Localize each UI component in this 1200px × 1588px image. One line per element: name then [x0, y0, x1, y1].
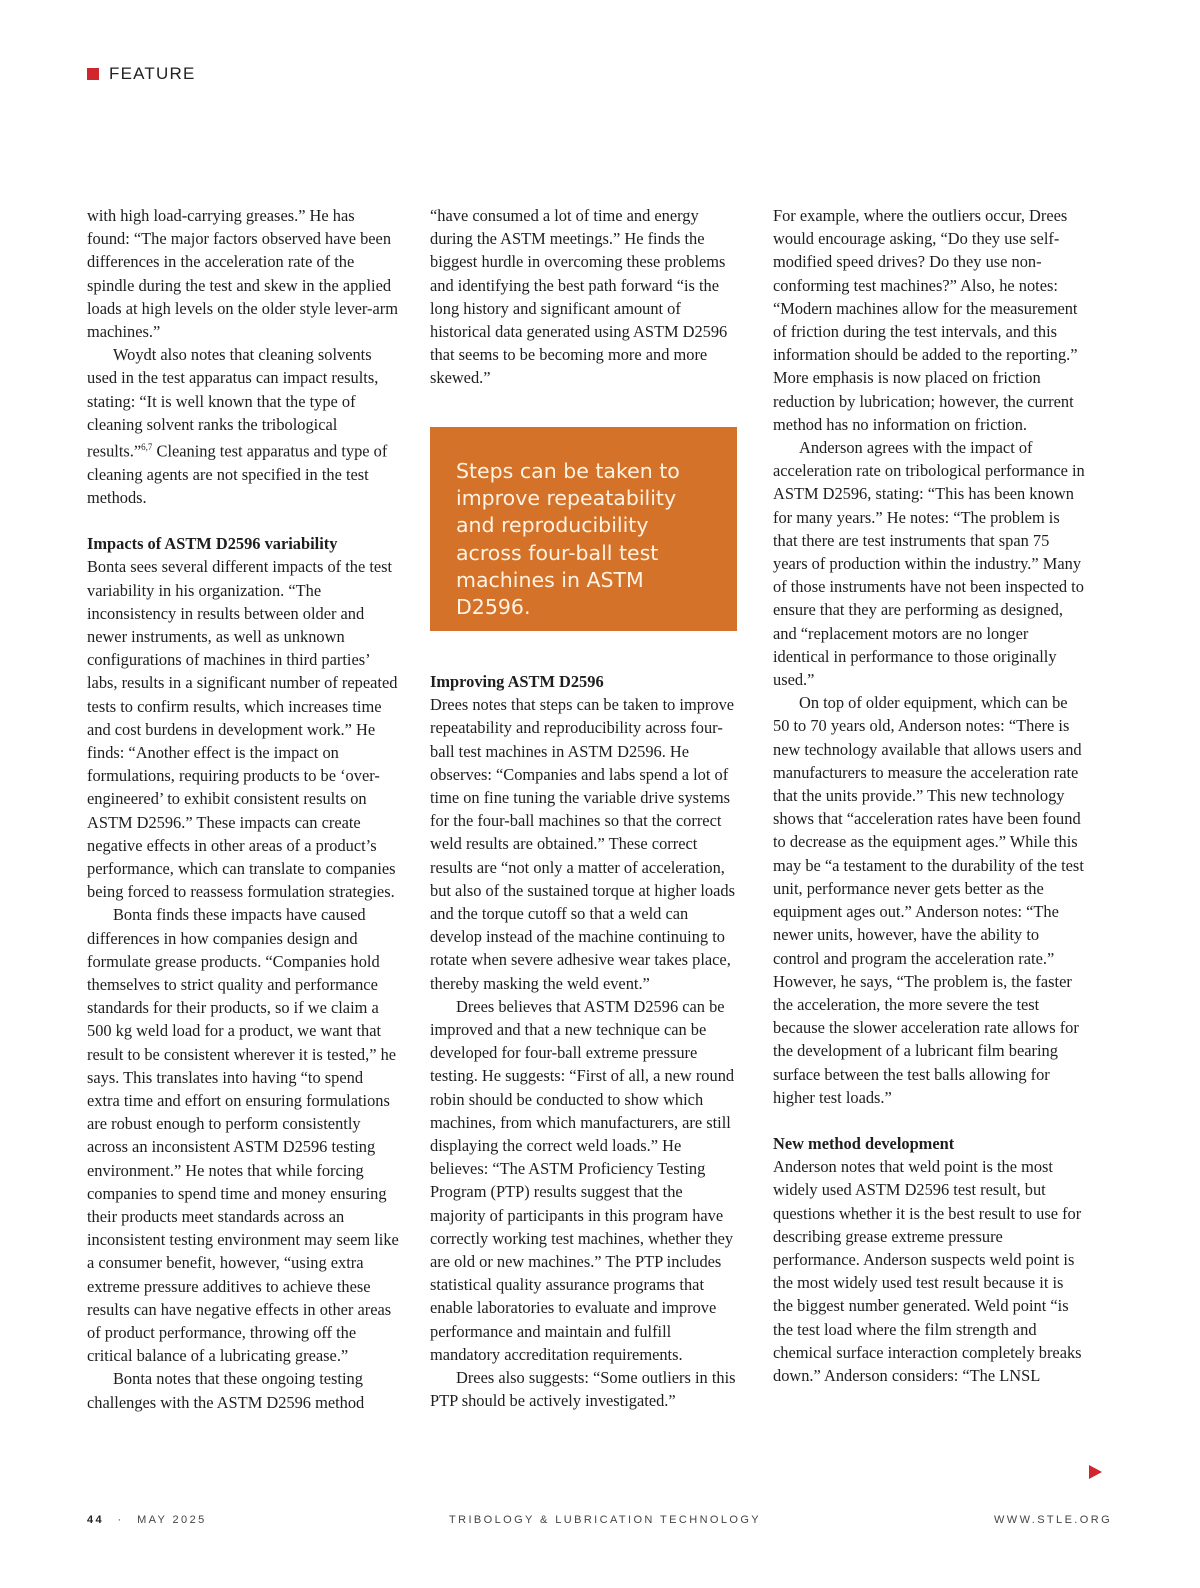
issue-date: MAY 2025: [137, 1514, 207, 1526]
pull-quote: Steps can be taken to improve repeatability and reproducibility across four-ball test machines in ASTM D2596.: [430, 427, 737, 631]
column-2-upper: [430, 204, 742, 390]
paragraph: Drees notes that steps can be taken to improve repeatability and reproducibility across four-ball test machines in ASTM D2596. He observes: “Companies and labs spend a lot of time on fine tuning the variable drive systems for the four-ball machines so that the correct weld results are obtained.” These correct results are “not only a matter of acceleration, but also of the sustained torque at higher loads and the torque cutoff so that a weld can develop instead of the machine continuing to rotate when severe adhesive wear takes place, thereby masking the weld event.”: [430, 695, 735, 993]
subheading: Improving ASTM D2596: [430, 672, 604, 691]
paragraph: Anderson notes that weld point is the most widely used ASTM D2596 test result, but questions whether it is the best result to use for describing grease extreme pressure performance. Anderson suspects weld point is the most widely used test result because it is the biggest number generated. Weld point “is the test load where the film strength and chemical surface interaction completely breaks down.” Anderson considers: “The LNSL: [773, 1157, 1082, 1385]
paragraph: Bonta finds these impacts have caused differences in how companies design and formulate grease products. “Companies hold themselves to strict quality and performance standards for their products, so if we claim a 500 kg weld load for a product, we want that result to be consistent wherever it is tested,” he says. This translates into having “to spend extra time and effort on ensuring formulations are robust enough to perform consistently across an inconsistent ASTM D2596 testing environment.” He notes that while forcing companies to spend time and money ensuring their products meet standards across an inconsistent testing environment may seem like a consumer benefit, however, “using extra extreme pressure additives to achieve these results can have negative effects in other areas of product performance, throwing off the critical balance of a lubricating grease.”: [87, 905, 399, 1366]
paragraph: Bonta sees several different impacts of the test variability in his organization. “The inconsistency in results between older and newer instruments, as well as unknown configurations of machines in third parties’ labs, results in a significant number of repeated tests to confirm results, which increases time and cost burdens in development work.” He finds: “Another effect is the impact on formulations, requiring products to be ‘over-engineered’ to exhibit consistent results on ASTM D2596.” These impacts can create negative effects in other areas of a product’s performance, which can translate to companies being forced to reassess formulation strategies.: [87, 557, 398, 902]
paragraph: Bonta notes that these ongoing testing challenges with the ASTM D2596 method: [87, 1369, 365, 1412]
column-1: [87, 204, 399, 1414]
footer-page-info: [87, 1514, 207, 1526]
paragraph: Drees also suggests: “Some outliers in this PTP should be actively investigated.”: [430, 1368, 736, 1411]
footnote-ref: 6,7: [141, 442, 153, 453]
paragraph: Drees believes that ASTM D2596 can be improved and that a new technique can be developed for four-ball extreme pressure testing. He suggests: “First of all, a new round robin should be conducted to show which machines, from which manufacturers, are still displaying the correct weld loads.” He believes: “The ASTM Proficiency Testing Program (PTP) results suggest that the majority of participants in this program have correctly working test machines, whether they are old or new machines.” The PTP includes statistical quality assurance programs that enable laboratories to evaluate and improve performance and maintain and fulfill mandatory accreditation requirements.: [430, 996, 735, 1364]
column-3: [773, 204, 1085, 1387]
paragraph: For example, where the outliers occur, Drees would encourage asking, “Do they use self-modified speed drives? Do they use non-conforming test machines?” Also, he notes: “Modern machines allow for the measurement of friction during the test intervals, and this information should be added to the reporting.” More emphasis is now placed on friction reduction by lubrication; however, the current method has no information on friction.: [773, 206, 1078, 434]
section-tag: [87, 64, 195, 84]
section-label: FEATURE: [109, 64, 196, 83]
continue-arrow-icon: [1089, 1465, 1102, 1479]
page-number: 44: [87, 1514, 105, 1526]
paragraph: Woydt also notes that cleaning solvents used in the test apparatus can impact results, stating: “It is well known that the type of cleaning solvent ranks the tribological results.”$^{6,7}$ Cleaning test apparatus and type of cleaning agents are not specified in the test methods.: [87, 345, 388, 507]
publication-name: TRIBOLOGY & LUBRICATION TECHNOLOGY: [449, 1514, 762, 1526]
paragraph: Anderson agrees with the impact of acceleration rate on tribological performance in ASTM D2596, stating: “This has been known for many years.” He notes: “The problem is that there are test instruments that span 75 years of production within the industry.” Many of those instruments have not been inspected to ensure that they are performing as designed, and “replacement motors are no longer identical in performance to those originally used.”: [773, 438, 1085, 690]
subheading: Impacts of ASTM D2596 variability: [87, 534, 338, 554]
paragraph: On top of older equipment, which can be 50 to 70 years old, Anderson notes: “There is new technology available that allows users and manufacturers to measure the acceleration rate that the units provide.” This new technology shows that “acceleration rates have been found to decrease as the equipment ages.” While this may be “a testament to the durability of the test unit, performance never gets better as the equipment ages out.” Anderson notes: “The newer units, however, have the ability to control and program the acceleration rate.” However, he says, “The problem is, the faster the acceleration, the more severe the test because the slower acceleration rate allows for the development of a lubricant film bearing surface between the test balls allowing for higher test loads.”: [773, 693, 1084, 1107]
website-url: WWW.STLE.ORG: [994, 1514, 1113, 1526]
footer-separator: ·: [117, 1514, 124, 1526]
column-2-lower: [430, 670, 742, 1413]
paragraph: “have consumed a lot of time and energy during the ASTM meetings.” He finds the biggest hurdle in overcoming these problems and identifying the best path forward “is the long history and significant amount of historical data generated using ASTM D2596 that seems to be becoming more and more skewed.”: [430, 206, 728, 388]
subheading: New method development: [773, 1133, 955, 1153]
section-square-icon: [87, 68, 99, 80]
paragraph: with high load-carrying greases.” He has found: “The major factors observed have been differences in the acceleration rate of the spindle during the test and skew in the applied loads at high levels on the older style lever-arm machines.”: [87, 206, 398, 342]
